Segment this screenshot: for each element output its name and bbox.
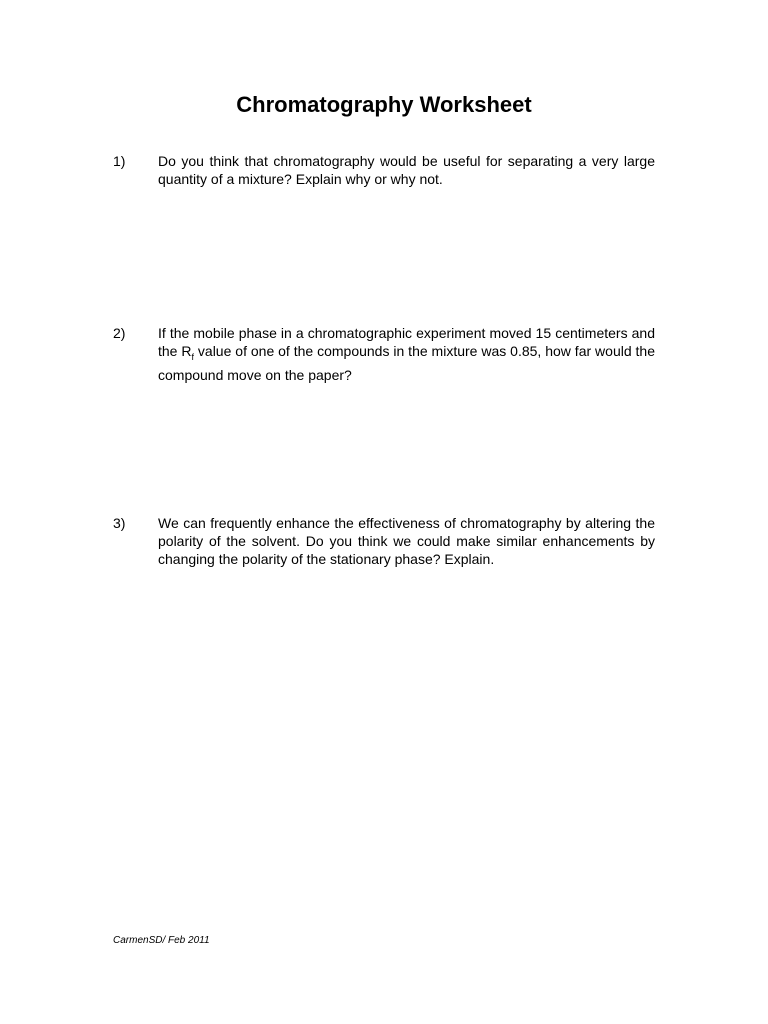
rf-subscript: f — [191, 351, 194, 362]
question-number: 2) — [113, 325, 126, 341]
page-title: Chromatography Worksheet — [236, 92, 532, 117]
question-text: Do you think that chromatography would be useful for separating a very large quantity of a mixture? Explain why or why not. — [158, 153, 655, 187]
question-number: 1) — [113, 153, 126, 169]
question-number: 3) — [113, 515, 126, 531]
footer-credit: CarmenSD/ Feb 2011 — [113, 935, 210, 946]
question-text: We can frequently enhance the effectiveness of chromatography by altering the polarity of the solvent. Do you think we could make similar enhancements by changing the polarity of the stationary phase? Explain. — [158, 515, 655, 567]
question-text — [158, 324, 655, 384]
question-text-part: value of one of the compounds in the mixture was 0.85, how far would the compound move on the paper? — [158, 343, 655, 383]
question-text-part: If the mobile phase in a chromatographic experiment moved 15 centimeters and the R — [158, 325, 655, 359]
